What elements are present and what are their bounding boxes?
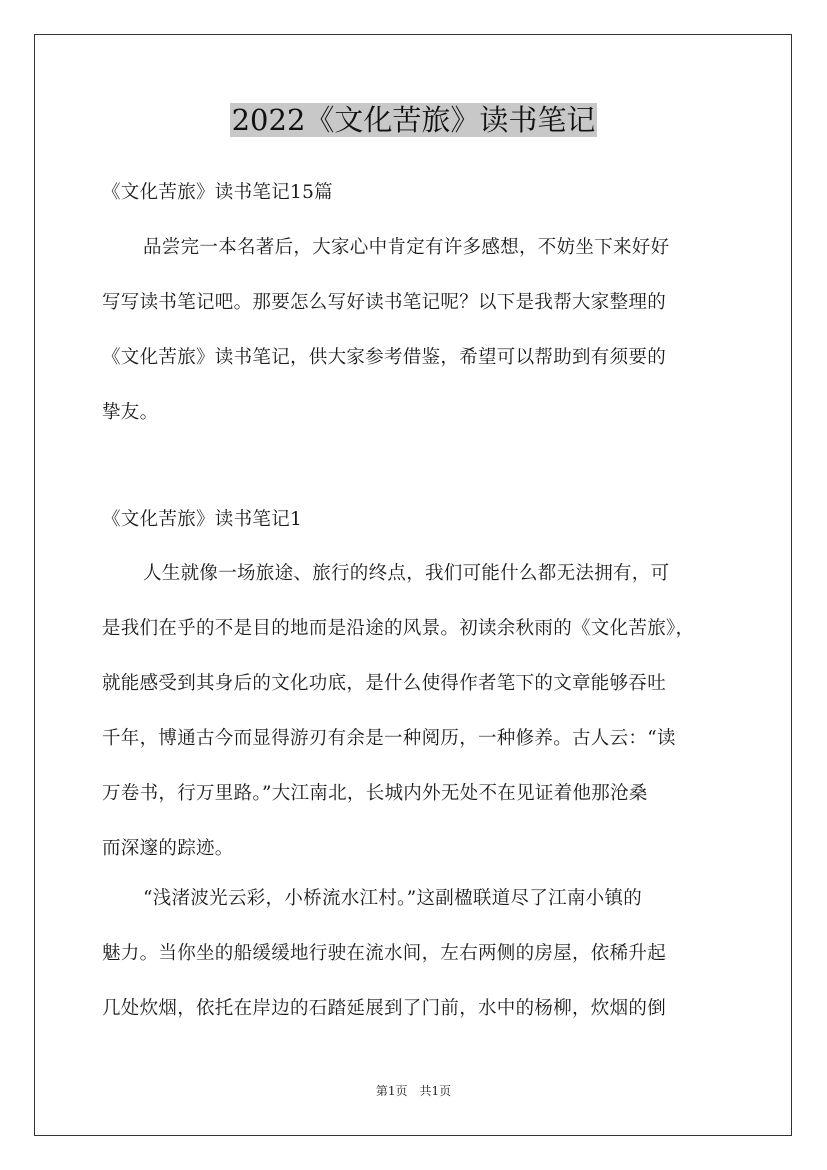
intro-line: 挚友。: [102, 402, 159, 423]
body-paragraph-1: [102, 559, 742, 889]
subtitle-line: 《文化苦旅》读书笔记15篇: [102, 182, 333, 203]
page-footer: [0, 1082, 827, 1099]
body-line: 魅力。当你坐的船缓缓地行驶在流水间，左右两侧的房屋，依稀升起: [102, 943, 667, 964]
page-number: 第1页 共1页: [375, 1084, 452, 1098]
intro-paragraph: [102, 233, 742, 453]
body-line: 人生就像一场旅途、旅行的终点，我们可能什么都无法拥有，可: [143, 563, 670, 584]
body-paragraph-2: [102, 884, 742, 1049]
body-line: 而深邃的踪迹。: [102, 838, 234, 859]
body-line: 千年，博通古今而显得游刃有余是一种阅历，一种修养。古人云：“读: [102, 728, 676, 749]
document-title: [0, 98, 827, 142]
section-heading: [102, 505, 742, 560]
document-title-text: 2022《文化苦旅》读书笔记: [231, 103, 596, 137]
intro-line: 《文化苦旅》读书笔记，供大家参考借鉴，希望可以帮助到有须要的: [102, 347, 667, 368]
section-heading-line: 《文化苦旅》读书笔记1: [102, 509, 303, 530]
body-line: 就能感受到其身后的文化功底，是什么使得作者笔下的文章能够吞吐: [102, 673, 667, 694]
body-line: 几处炊烟，依托在岸边的石踏延展到了门前，水中的杨柳，炊烟的倒: [102, 998, 667, 1019]
document-subtitle: [102, 178, 742, 233]
body-line: 万卷书，行万里路。”大江南北，长城内外无处不在见证着他那沧桑: [102, 783, 648, 804]
intro-line: 写写读书笔记吧。那要怎么写好读书笔记呢？以下是我帮大家整理的: [102, 292, 667, 313]
intro-line: 品尝完一本名著后，大家心中肯定有许多感想，不妨坐下来好好: [143, 237, 670, 258]
body-line: 是我们在乎的不是目的地而是沿途的风景。初读余秋雨的《文化苦旅》，: [102, 618, 695, 639]
body-line: “浅渚波光云彩，小桥流水江村。”这副楹联道尽了江南小镇的: [143, 888, 643, 909]
